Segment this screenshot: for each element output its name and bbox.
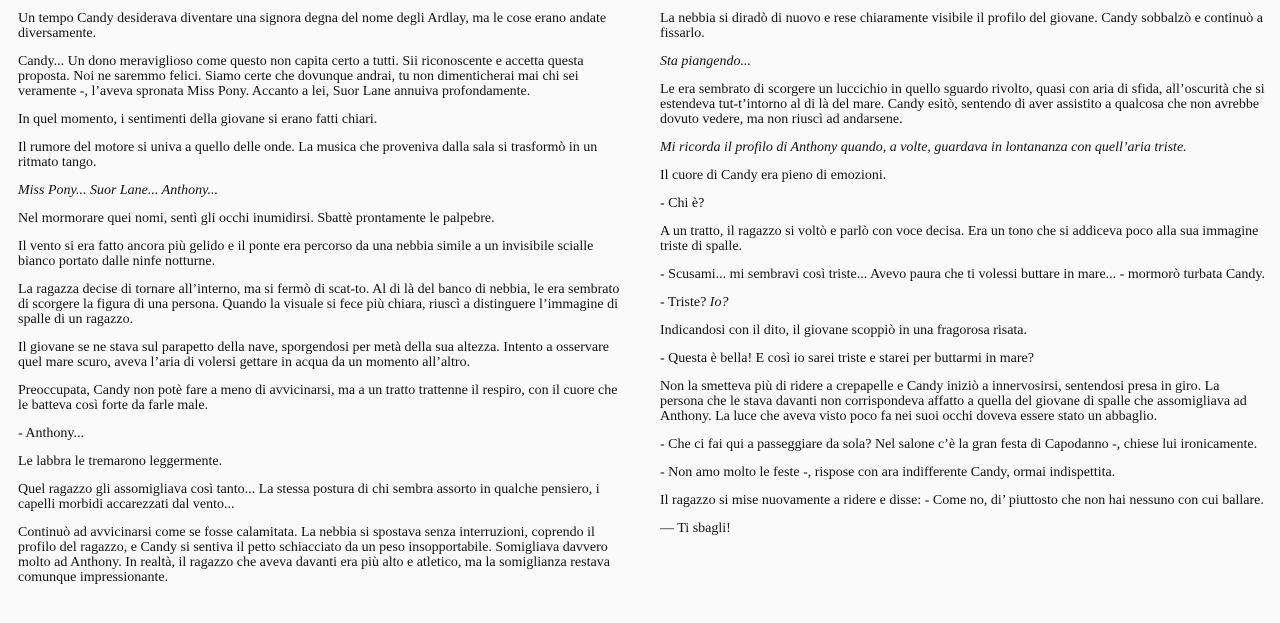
text-segment: - Scusami... mi sembravi così triste... Avevo paura che ti volessi buttare in mare... - mormorò turbata Candy. xyxy=(660,267,1265,282)
text-segment: Il ragazzo si mise nuovamente a ridere e disse: - Come no, di’ piuttosto che non hai nessuno con cui ballare. xyxy=(660,493,1264,508)
italic-text: Miss Pony... Suor Lane... Anthony... xyxy=(18,183,219,198)
paragraph xyxy=(18,426,624,441)
paragraph xyxy=(660,224,1266,254)
paragraph xyxy=(18,11,624,41)
paragraph xyxy=(18,454,624,469)
text-segment: Un tempo Candy desiderava diventare una signora degna del nome degli Ardlay, ma le cose erano andate diversamente. xyxy=(18,11,607,41)
text-segment: Il rumore del motore si univa a quello delle onde. La musica che proveniva dalla sala si trasformò in un ritmato tango. xyxy=(18,140,598,170)
italic-text: Io? xyxy=(709,295,729,310)
paragraph xyxy=(660,54,1266,69)
text-column-right xyxy=(660,11,1266,549)
text-segment: - Anthony... xyxy=(18,426,84,441)
paragraph xyxy=(18,340,624,370)
text-segment: A un tratto, il ragazzo si voltò e parlò con voce decisa. Era un tono che si addiceva poco alla sua immagine triste di spalle. xyxy=(660,224,1259,254)
paragraph xyxy=(18,54,624,99)
paragraph xyxy=(18,211,624,226)
text-segment: La nebbia si diradò di nuovo e rese chiaramente visibile il profilo del giovane. Candy sobbalzò e continuò a fissarlo. xyxy=(660,11,1263,41)
paragraph xyxy=(660,379,1266,424)
italic-text: Sta piangendo... xyxy=(660,54,751,69)
text-segment: Le era sembrato di scorgere un luccichio in quello sguardo rivolto, quasi con aria di sfida, all’oscurità che si estendeva tut-t’intorno al di là del mare. Candy esitò, sentendo di aver assistito a qualcosa che non avrebbe dovuto vedere, ma non riuscì ad andarsene. xyxy=(660,82,1265,127)
text-segment: Non la smetteva più di ridere a crepapelle e Candy iniziò a innervosirsi, sentendosi presa in giro. La persona che le stava davanti non corrispondeva affatto a quella del giovane di spalle che assomigliava ad Anthony. La luce che aveva visto poco fa nei suoi occhi doveva essere stato un abbaglio. xyxy=(660,379,1247,424)
text-segment: Le labbra le tremarono leggermente. xyxy=(18,454,223,469)
paragraph xyxy=(660,267,1266,282)
paragraph xyxy=(660,196,1266,211)
text-segment: Continuò ad avvicinarsi come se fosse calamitata. La nebbia si spostava senza interruzioni, coprendo il profilo del ragazzo, e Candy si sentiva il petto schiacciato da un peso insopportabile. Somigliava davvero molto ad Anthony. In realtà, il ragazzo che aveva davanti era più alto e atletico, ma la somiglianza restava comunque impressionante. xyxy=(18,525,610,585)
italic-text: Mi ricorda il profilo di Anthony quando, a volte, guardava in lontananza con quell’aria triste. xyxy=(660,140,1187,155)
text-segment: — Ti sbagli! xyxy=(660,521,731,536)
text-segment: Preoccupata, Candy non potè fare a meno di avvicinarsi, ma a un tratto trattenne il respiro, con il cuore che le batteva così forte da farle male. xyxy=(18,383,618,413)
paragraph xyxy=(18,239,624,269)
text-column-left xyxy=(18,11,624,598)
paragraph xyxy=(18,482,624,512)
text-segment: - Questa è bella! E così io sarei triste e starei per buttarmi in mare? xyxy=(660,351,1034,366)
text-segment: Il giovane se ne stava sul parapetto della nave, sporgendosi per metà della sua altezza. Intento a osservare quel mare scuro, aveva l’aria di volersi gettare in acqua da un momento all’altro. xyxy=(18,340,610,370)
paragraph xyxy=(660,437,1266,452)
paragraph xyxy=(660,323,1266,338)
text-segment: - Chi è? xyxy=(660,196,705,211)
text-segment: La ragazza decise di tornare all’interno, ma si fermò di scat-to. Al di là del banco di nebbia, le era sembrato di scorgere la figura di una persona. Quando la visuale si fece più chiara, riuscì a distinguere l’immagine di spalle di un ragazzo. xyxy=(18,282,620,327)
paragraph xyxy=(18,282,624,327)
text-segment: Il cuore di Candy era pieno di emozioni. xyxy=(660,168,887,183)
paragraph xyxy=(660,295,1266,310)
paragraph xyxy=(18,525,624,585)
paragraph xyxy=(18,383,624,413)
text-segment: Indicandosi con il dito, il giovane scoppiò in una fragorosa risata. xyxy=(660,323,1028,338)
paragraph xyxy=(660,493,1266,508)
paragraph xyxy=(18,140,624,170)
paragraph xyxy=(660,168,1266,183)
text-segment: Nel mormorare quei nomi, sentì gli occhi inumidirsi. Sbattè prontamente le palpebre. xyxy=(18,211,495,226)
paragraph xyxy=(660,465,1266,480)
paragraph xyxy=(660,521,1266,536)
paragraph xyxy=(660,82,1266,127)
text-segment: In quel momento, i sentimenti della giovane si erano fatti chiari. xyxy=(18,112,378,127)
paragraph xyxy=(660,351,1266,366)
text-segment: Candy... Un dono meraviglioso come questo non capita certo a tutti. Sii riconoscente e accetta questa proposta. Noi ne saremmo felici. Siamo certe che dovunque andrai, tu non dimenticherai mai chi sei veramente -, l’aveva spronata Miss Pony. Accanto a lei, Suor Lane annuiva profondamente. xyxy=(18,54,584,99)
text-segment: Quel ragazzo gli assomigliava così tanto... La stessa postura di chi sembra assorto in qualche pensiero, i capelli morbidi accarezzati dal vento... xyxy=(18,482,600,512)
text-segment: - Che ci fai qui a passeggiare da sola? Nel salone c’è la gran festa di Capodanno -, chiese lui ironicamente. xyxy=(660,437,1258,452)
paragraph xyxy=(660,140,1266,155)
text-segment: - Triste? xyxy=(660,295,710,310)
text-segment: - Non amo molto le feste -, rispose con ara indifferente Candy, ormai indispettita. xyxy=(660,465,1116,480)
paragraph xyxy=(18,112,624,127)
text-segment: Il vento si era fatto ancora più gelido e il ponte era percorso da una nebbia simile a un invisibile scialle bianco portato dalle ninfe notturne. xyxy=(18,239,594,269)
paragraph xyxy=(18,183,624,198)
paragraph xyxy=(660,11,1266,41)
